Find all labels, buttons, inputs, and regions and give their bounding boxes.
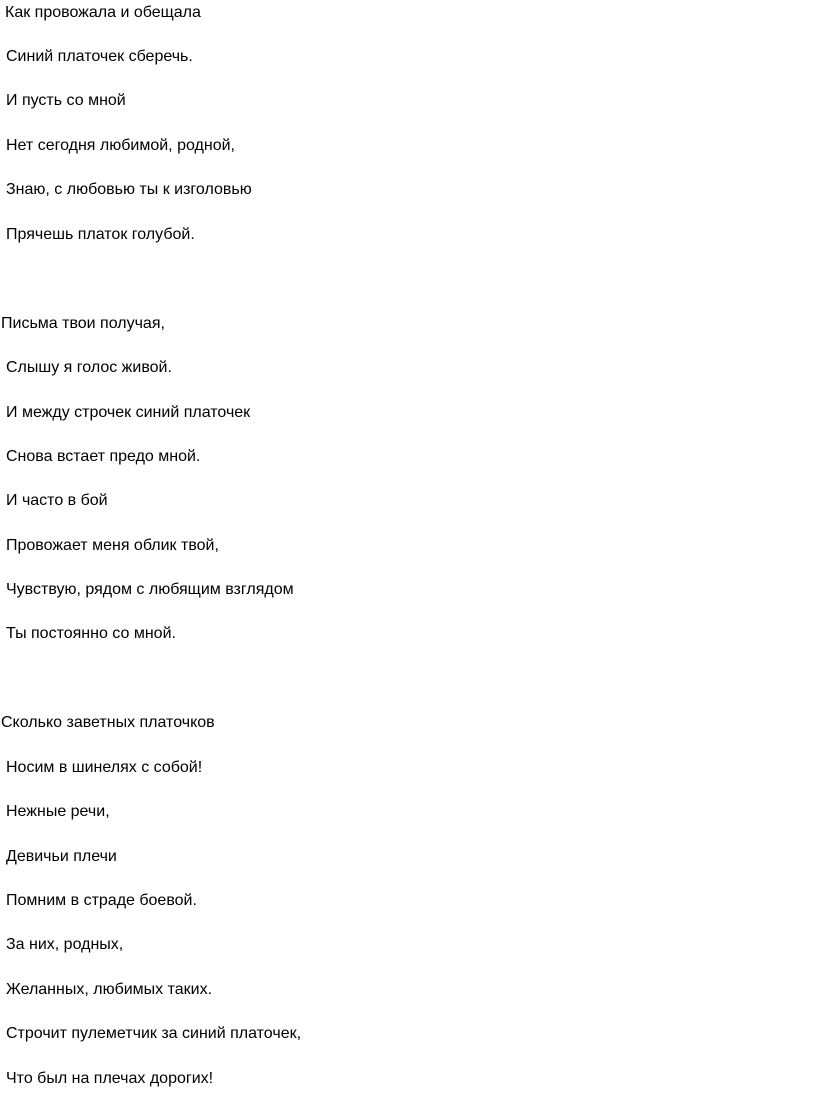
stanza-3-line-8: Строчит пулеметчик за синий платочек,	[6, 1025, 302, 1042]
stanza-2-line-8: Ты постоянно со мной.	[6, 625, 176, 642]
stanza-3-line-9: Что был на плечах дорогих!	[6, 1070, 214, 1087]
stanza-3-line-1: Сколько заветных платочков	[1, 714, 215, 731]
stanza-2-line-7: Чувствую, рядом с любящим взглядом	[6, 581, 294, 598]
stanza-3-line-3: Нежные речи,	[6, 803, 110, 820]
stanza-1-line-3: И пусть со мной	[6, 92, 126, 109]
stanza-2-line-4: Снова встает предо мной.	[6, 448, 201, 465]
stanza-1-line-6: Прячешь платок голубой.	[6, 226, 195, 243]
stanza-1-line-5: Знаю, с любовью ты к изголовью	[6, 181, 252, 198]
stanza-1-line-4: Нет сегодня любимой, родной,	[6, 137, 235, 154]
stanza-2-line-3: И между строчек синий платочек	[6, 404, 251, 421]
stanza-3-line-2: Носим в шинелях с собой!	[6, 759, 203, 776]
stanza-3-line-5: Помним в страде боевой.	[6, 892, 197, 909]
stanza-3-line-6: За них, родных,	[6, 936, 124, 953]
stanza-1-line-2: Синий платочек сберечь.	[6, 48, 193, 65]
stanza-3-line-7: Желанных, любимых таких.	[6, 981, 213, 998]
stanza-2-line-1: Письма твои получая,	[1, 315, 165, 332]
stanza-1-line-1: Как провожала и обещала	[5, 4, 201, 21]
stanza-3-line-4: Девичьи плечи	[6, 848, 117, 865]
stanza-2-line-6: Провожает меня облик твой,	[6, 537, 219, 554]
stanza-2-line-5: И часто в бой	[6, 492, 108, 509]
stanza-2-line-2: Слышу я голос живой.	[6, 359, 172, 376]
